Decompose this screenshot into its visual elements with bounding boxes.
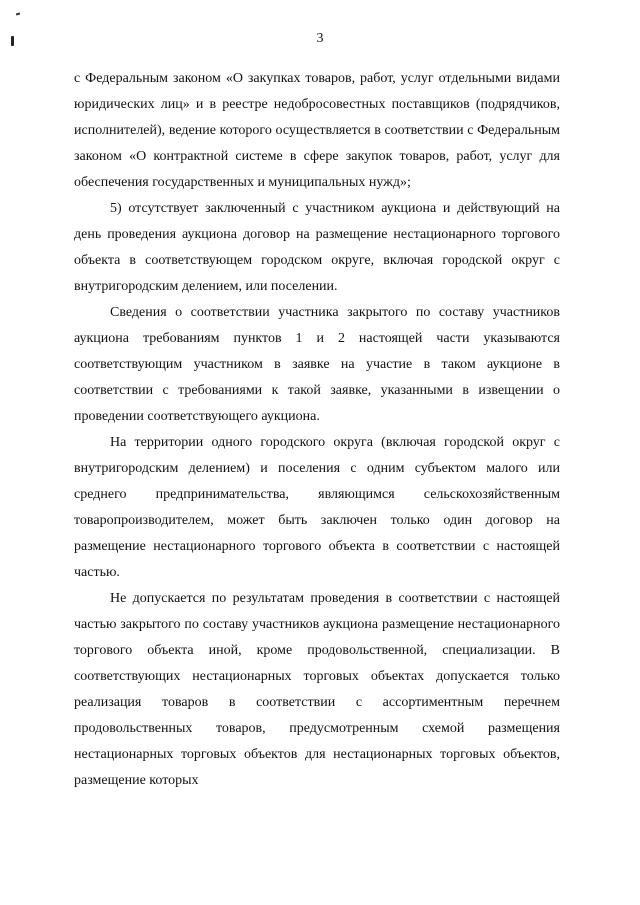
paragraph-specialization: Не допускается по результатам проведения в соответствии с настоящей частью закрытого по составу участников аукциона размещение нестационарного торгового объекта иной, кроме продовольственной, специализации. В соответствующих нестационарных торговых объектах допускается только реализация товаров в соответствии с ассортиментным перечнем продовольственных товаров, предусмотренным схемой размещения нестационарных торговых объектов для нестационарных торговых объектов, размещение которых [74, 591, 560, 788]
paragraph-continuation: с Федеральным законом «О закупках товаров, работ, услуг отдельными видами юридических лиц» и в реестре недобросовестных поставщиков (подрядчиков, исполнителей), ведение которого осуществляется в соответствии с Федеральным законом «О контрактной системе в сфере закупок товаров, работ, услуг для обеспечения государственных и муниципальных нужд»; [74, 71, 560, 190]
page-number: 3 [316, 31, 324, 46]
paragraph-territory-limit: На территории одного городского округа (включая городской округ с внутригородским делением) и поселения с одним субъектом малого или среднего предпринимательства, являющимся сельскохозяйственным товаропроизводителем, может быть заключен только один договор на размещение нестационарного торгового объекта в соответствии с настоящей частью. [74, 435, 560, 580]
document-body [74, 66, 560, 794]
scan-artifact [16, 13, 20, 16]
paragraph-participant-info: Сведения о соответствии участника закрытого по составу участников аукциона требованиям пунктов 1 и 2 настоящей части указываются соответствующим участником в заявке на участие в таком аукционе в соответствии с требованиями к такой заявке, указанными в извещении о проведении соответствующего аукциона. [74, 305, 560, 424]
paragraph-item-5: 5) отсутствует заключенный с участником аукциона и действующий на день проведения аукциона договор на размещение нестационарного торгового объекта в соответствующем городском округе, включая городской округ с внутригородским делением, или поселении. [74, 201, 560, 294]
